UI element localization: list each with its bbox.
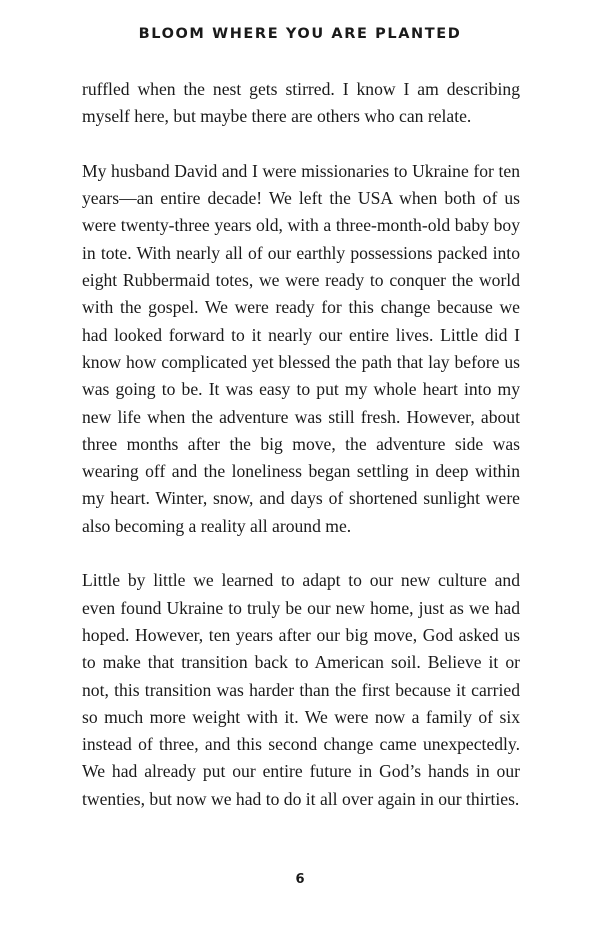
page-number: 6 [295,872,305,887]
body-text [82,76,520,813]
paragraph-2: My husband David and I were missionaries to Ukraine for ten years—an entire decade! We left the USA when both of us were twenty-three years old, with a three-month-old baby boy in tote. With nearly all of our earthly possessions packed into eight Rubbermaid totes, we were ready to conquer the world with the gospel. We were ready for this change because we had looked forward to it nearly our entire lives. Little did I know how complicated yet blessed the path that lay before us was going to be. It was easy to put my whole heart into my new life when the adventure was still fresh. However, about three months after the big move, the adventure side was wearing off and the loneliness began settling in deep within my heart. Winter, snow, and days of shortened sunlight were also becoming a reality all around me. [82,160,520,536]
paragraph-1: ruffled when the nest gets stirred. I know I am describing myself here, but maybe there are others who can relate. [82,79,520,127]
paragraph-3: Little by little we learned to adapt to our new culture and even found Ukraine to truly be our new home, just as we had hoped. However, ten years after our big move, God asked us to make that transition back to American soil. Believe it or not, this transition was harder than the first because it carried so much more weight with it. We were now a family of six instead of three, and this second change came unexpectedly. We had already put our entire future in God’s hands in our twenties, but now we had to do it all over again in our thirties. [82,570,520,809]
running-header-title: BLOOM WHERE YOU ARE PLANTED [138,26,462,42]
